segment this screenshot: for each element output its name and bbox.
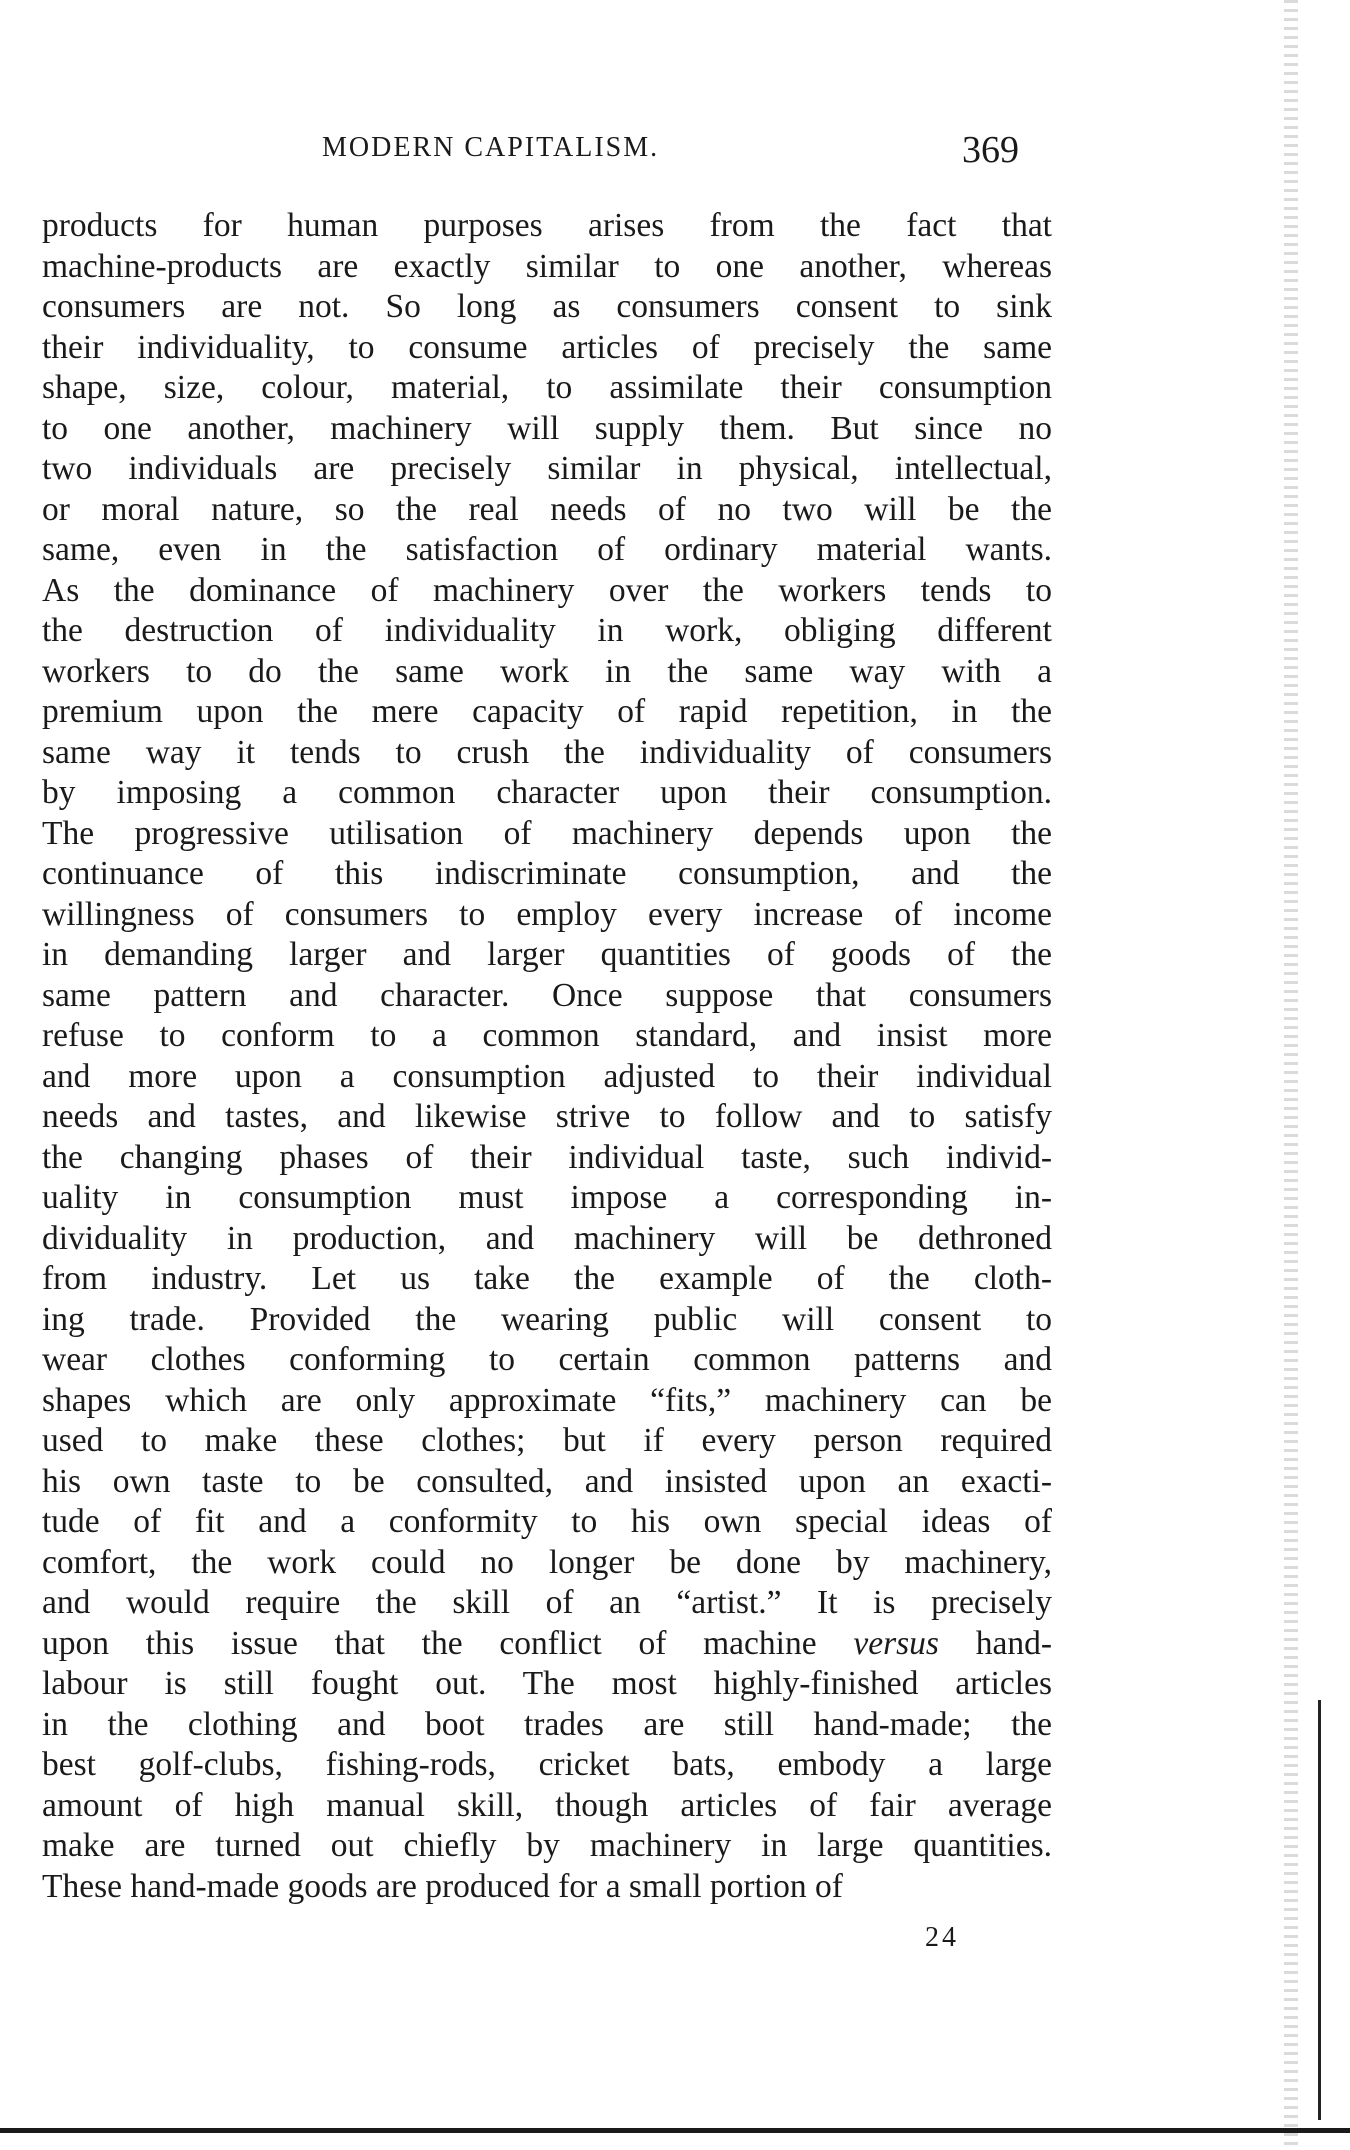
- text-line: needs and tastes, and likewise strive to follow and to satisfy: [42, 1098, 1052, 1135]
- running-head: [0, 128, 1350, 178]
- page-number: 369: [962, 129, 1019, 171]
- text-line: or moral nature, so the real needs of no two will be the: [42, 490, 1052, 528]
- text-line: workers to do the same work in the same way with a: [42, 652, 1052, 690]
- text-line: shape, size, colour, material, to assimilate their consumption: [42, 369, 1052, 406]
- text-line: consumers are not. So long as consumers consent to sink: [42, 288, 1052, 325]
- text-line: comfort, the work could no longer be done by machinery,: [42, 1543, 1052, 1581]
- binding-edge-line: [1318, 1700, 1321, 2120]
- text-line: The progressive utilisation of machinery depends upon the: [42, 814, 1052, 852]
- text-line: willingness of consumers to employ every increase of income: [42, 895, 1052, 933]
- text-line: make are turned out chiefly by machinery in large quantities.: [42, 1827, 1052, 1864]
- text-line: and more upon a consumption adjusted to their individual: [42, 1057, 1052, 1095]
- text-line: best golf-clubs, fishing-rods, cricket bats, embody a large: [42, 1746, 1052, 1783]
- text-line: premium upon the mere capacity of rapid repetition, in the: [42, 693, 1052, 730]
- text-line: uality in consumption must impose a corresponding in-: [42, 1179, 1052, 1216]
- text-line: same pattern and character. Once suppose that consumers: [42, 976, 1052, 1014]
- text-line: to one another, machinery will supply them. But since no: [42, 409, 1052, 447]
- binding-edge: [1284, 0, 1298, 2150]
- text-line: These hand-made goods are produced for a small portion of: [42, 1867, 843, 1905]
- text-line: and would require the skill of an “artist.” It is precisely: [42, 1584, 1052, 1621]
- signature-mark: 24: [925, 1922, 959, 1953]
- text-line: wear clothes conforming to certain common patterns and: [42, 1341, 1052, 1378]
- text-line: used to make these clothes; but if every person required: [42, 1422, 1052, 1459]
- text-line: As the dominance of machinery over the workers tends to: [42, 571, 1052, 609]
- text-line: the changing phases of their individual taste, such individ-: [42, 1138, 1052, 1176]
- text-line: the destruction of individuality in work, obliging different: [42, 612, 1052, 649]
- text-line: refuse to conform to a common standard, and insist more: [42, 1017, 1052, 1054]
- text-line: labour is still fought out. The most highly-finished articles: [42, 1665, 1052, 1702]
- body-text: [42, 206, 1052, 1907]
- text-line: in the clothing and boot trades are still hand-made; the: [42, 1705, 1052, 1743]
- italic-word: versus: [853, 1624, 939, 1662]
- text-line: shapes which are only approximate “fits,” machinery can be: [42, 1381, 1052, 1419]
- text-line: amount of high manual skill, though articles of fair average: [42, 1786, 1052, 1824]
- page-bottom-edge: [0, 2128, 1350, 2133]
- text-line: tude of fit and a conformity to his own special ideas of: [42, 1503, 1052, 1540]
- text-line: ing trade. Provided the wearing public will consent to: [42, 1300, 1052, 1338]
- text-line: products for human purposes arises from the fact that: [42, 207, 1052, 244]
- text-line: by imposing a common character upon their consumption.: [42, 774, 1052, 811]
- text-line-versus: [42, 1624, 1052, 1665]
- text-line: his own taste to be consulted, and insisted upon an exacti-: [42, 1462, 1052, 1500]
- text-line: from industry. Let us take the example of the cloth-: [42, 1260, 1052, 1297]
- text-segment: upon this issue that the conflict of machine: [42, 1624, 854, 1662]
- text-line: two individuals are precisely similar in physical, intellectual,: [42, 450, 1052, 487]
- text-line: in demanding larger and larger quantities of goods of the: [42, 936, 1052, 973]
- running-title: MODERN CAPITALISM.: [322, 132, 660, 163]
- text-line: same, even in the satisfaction of ordinary material wants.: [42, 531, 1052, 568]
- text-line: dividuality in production, and machinery will be dethroned: [42, 1219, 1052, 1257]
- text-segment: hand-: [938, 1624, 1052, 1662]
- text-line: continuance of this indiscriminate consumption, and the: [42, 855, 1052, 892]
- text-line: machine-products are exactly similar to one another, whereas: [42, 247, 1052, 285]
- text-line: same way it tends to crush the individuality of consumers: [42, 733, 1052, 771]
- text-line: their individuality, to consume articles of precisely the same: [42, 328, 1052, 366]
